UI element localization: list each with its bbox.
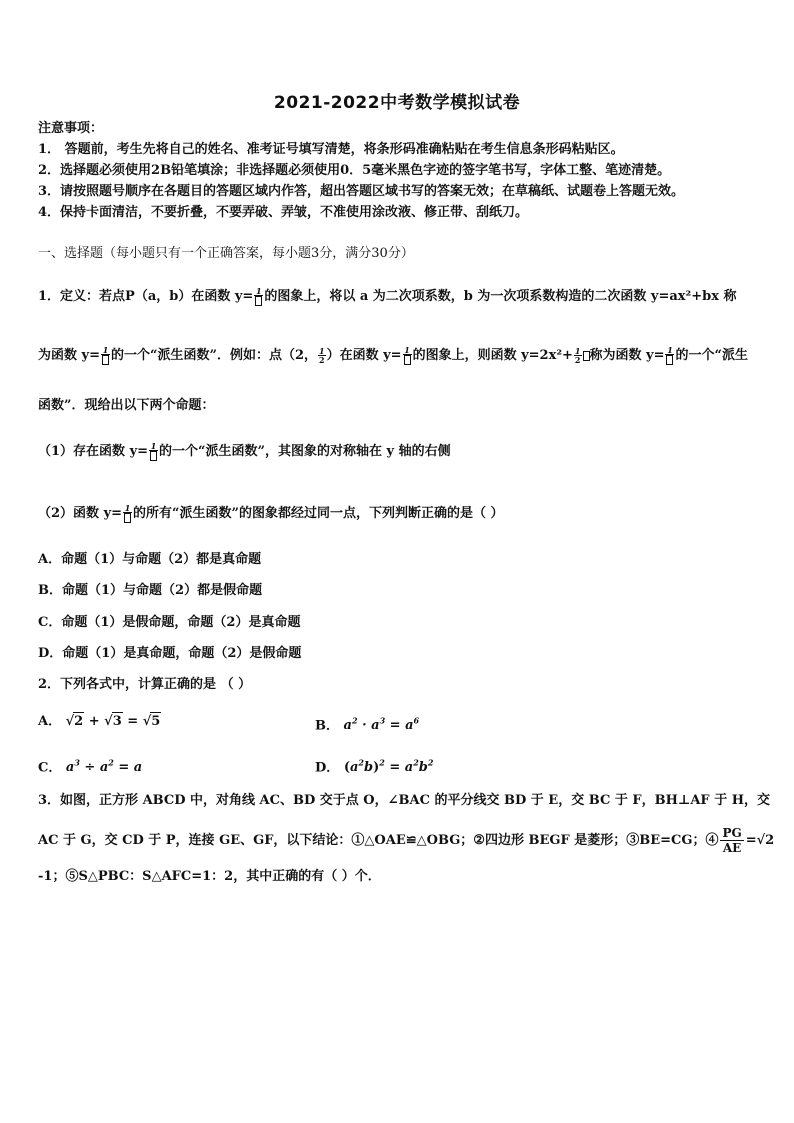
q1-line-1-text-b: 的图象上，将以 a 为二次项系数，b 为一次项系数构造的二次函数 y=ax²+bx 称: [264, 289, 737, 304]
q2-stem: 2．下列各式中，计算正确的是 （ ）: [38, 677, 252, 692]
q1-line-2-text-a: 为函数 y=: [38, 348, 100, 363]
fraction-pg-ae: $\frac{PG}{AE}$: [722, 826, 742, 855]
q2-option-d: D． $(a^2b)^2 = a^2b^2$: [315, 758, 434, 776]
prop2-text-b: 的所有“派生函数”的图象都经过同一点，下列判断正确的是（ ）: [133, 506, 504, 521]
fraction: 1: [403, 346, 412, 365]
prop2-text-a: （2）函数 y=: [38, 506, 123, 521]
q1-line-2-text-e: 称为函数 y=: [589, 348, 665, 363]
q1-line-1-text-a: 1．定义：若点P（a，b）在函数 y=: [38, 289, 254, 304]
q1-proposition-2: [38, 504, 504, 523]
q1-proposition-1: [38, 442, 451, 461]
q1-option-b: B．命题（1）与命题（2）都是假命题: [38, 583, 263, 598]
fraction: 1: [665, 346, 674, 365]
q2-option-b-formula: $a^2 \cdot a^3 = a^6$: [343, 716, 420, 734]
q2-option-b: B． $a^2 \cdot a^3 = a^6$: [315, 716, 420, 734]
prop1-text-b: 的一个“派生函数”，其图象的对称轴在 y 轴的右侧: [159, 444, 451, 459]
notes-heading: 注意事项：: [38, 121, 104, 136]
missing-glyph-box: [102, 355, 109, 365]
document-title: 2021-2022中考数学模拟试卷: [273, 93, 521, 113]
missing-glyph-box: [124, 513, 131, 523]
missing-glyph-box: [404, 355, 411, 365]
section-heading: 一、选择题（每小题只有一个正确答案，每小题3分，满分30分）: [38, 246, 414, 261]
q1-option-d: D．命题（1）是真命题，命题（2）是假命题: [38, 646, 302, 661]
q1-line-2-text-d: 的图象上，则函数 y=2x²+: [412, 348, 573, 363]
q3-line-2-text-b: =√2: [745, 833, 775, 848]
note-item-3: 3．请按照题号顺序在各题目的答题区域内作答，超出答题区域书写的答案无效；在草稿纸、试题卷上答题无效。: [38, 184, 685, 199]
prop1-text-a: （1）存在函数 y=: [38, 444, 149, 459]
q2-option-d-formula: $(a^2b)^2 = a^2b^2$: [343, 758, 434, 776]
q3-line-2-text-a: AC 于 G，交 CD 于 P，连接 GE、GF，以下结论：①△OAE≌△OBG；②四边形 BEGF 是菱形；③BE=CG；④: [38, 833, 719, 848]
q2-option-c: C． $a^3 \div a^2 = a$: [38, 758, 143, 776]
missing-glyph-box: [150, 451, 157, 461]
note-item-2: 2．选择题必须使用2B铅笔填涂；非选择题必须使用0．5毫米黑色字迹的签字笔书写，字体工整、笔迹清楚。: [38, 163, 671, 178]
missing-glyph-box: [255, 296, 262, 306]
q3-line-2: [38, 826, 774, 855]
fraction: 1: [149, 442, 158, 461]
missing-glyph-box: [666, 355, 673, 365]
note-item-1: 1． 答题前，考生先将自己的姓名、准考证号填写清楚，将条形码准确粘贴在考生信息条形码粘贴区。: [38, 142, 624, 157]
q3-line-3: -1；⑤S△PBC：S△AFC=1：2，其中正确的有（ ）个．: [38, 869, 381, 884]
fraction-half: $\frac{1}{2}$: [574, 346, 581, 365]
q1-line-2-text-b: 的一个“派生函数”．例如：点（2，: [110, 348, 317, 363]
fraction-half: $\frac{1}{2}$: [319, 346, 325, 365]
q2-option-c-formula: $a^3 \div a^2 = a$: [65, 758, 143, 776]
q1-option-a: A．命题（1）与命题（2）都是真命题: [38, 552, 262, 567]
q3-line-1: 3．如图，正方形 ABCD 中，对角线 AC、BD 交于点 O，∠BAC 的平分线交 BD 于 E，交 BC 于 F，BH⊥AF 于 H，交: [38, 793, 770, 808]
q1-option-c: C．命题（1）是假命题，命题（2）是真命题: [38, 615, 301, 630]
q2-option-a: A． √2 + √3 = √5: [38, 714, 161, 729]
fraction: 1: [101, 346, 110, 365]
missing-glyph-box: [583, 351, 590, 361]
q1-line-2-text-f: 的一个“派生: [675, 348, 748, 363]
fraction: 1: [254, 287, 263, 306]
q1-line-2-text-c: ）在函数 y=: [326, 348, 402, 363]
q1-line-2: [38, 346, 748, 365]
q1-line-1: [38, 287, 737, 306]
q2-option-a-formula: √2 + √3 = √5: [65, 714, 161, 729]
fraction: 1: [123, 504, 132, 523]
q1-line-3: 函数”．现给出以下两个命题：: [38, 398, 215, 413]
note-item-4: 4．保持卡面清洁，不要折叠，不要弄破、弄皱，不准使用涂改液、修正带、刮纸刀。: [38, 205, 529, 220]
